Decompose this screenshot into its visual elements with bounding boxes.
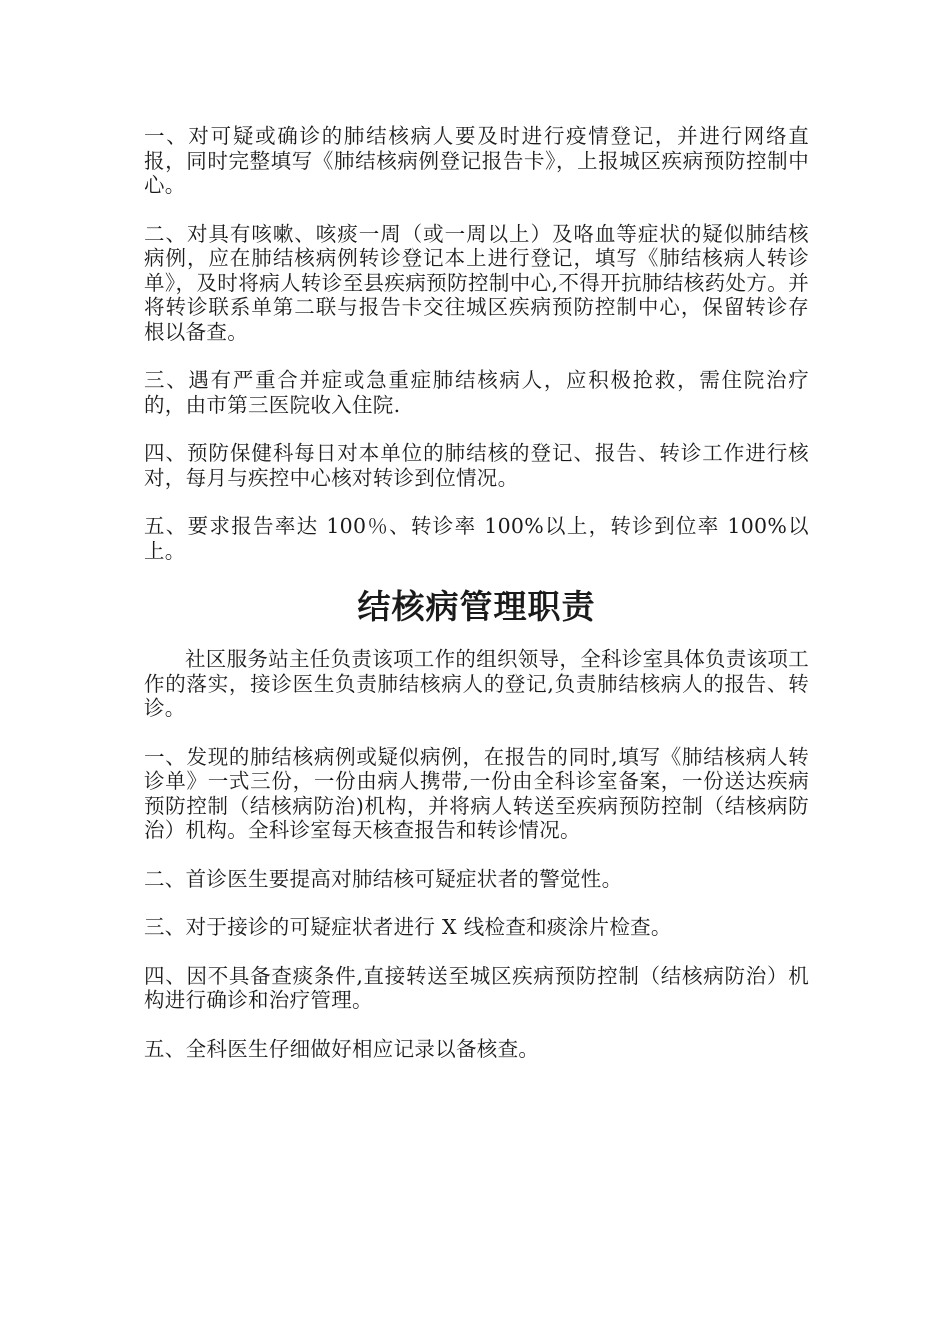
section1-item-2: 二、对具有咳嗽、咳痰一周（或一周以上）及咯血等症状的疑似肺结核病例，应在肺结核病例转诊登记本上进行登记，填写《肺结核病人转诊单》，及时将病人转诊至县疾病预防控制中心,不得开抗肺结核药处方。并将转诊联系单第二联与报告卡交往城区疾病预防控制中心，保留转诊存根以备查。 (144, 221, 809, 344)
section1-item-5: 五、要求报告率达 100％、转诊率 100%以上，转诊到位率 100%以上。 (144, 514, 809, 563)
section2-item-1: 一、发现的肺结核病例或疑似病例，在报告的同时,填写《肺结核病人转诊单》一式三份，一份由病人携带,一份由全科诊室备案，一份送达疾病预防控制（结核病防治)机构，并将病人转送至疾病预防控制（结核病防治）机构。全科诊室每天核查报告和转诊情况。 (144, 744, 809, 842)
section1-item-4: 四、预防保健科每日对本单位的肺结核的登记、报告、转诊工作进行核对，每月与疾控中心核对转诊到位情况。 (144, 441, 809, 490)
section2-title: 结核病管理职责 (357, 587, 596, 626)
section2-item-2: 二、首诊医生要提高对肺结核可疑症状者的警觉性。 (144, 866, 623, 891)
section2-item-5: 五、全科医生仔细做好相应记录以备核查。 (144, 1036, 540, 1061)
section2-item-4: 四、因不具备查痰条件,直接转送至城区疾病预防控制（结核病防治）机构进行确诊和治疗管理。 (144, 963, 809, 1012)
section1-item-1: 一、对可疑或确诊的肺结核病人要及时进行疫情登记，并进行网络直报，同时完整填写《肺结核病例登记报告卡》，上报城区疾病预防控制中心。 (144, 124, 809, 197)
section1-item-3: 三、遇有严重合并症或急重症肺结核病人，应积极抢救，需住院治疗的，由市第三医院收入住院. (144, 368, 809, 417)
section2-item-3: 三、对于接诊的可疑症状者进行 X 线检查和痰涂片检查。 (144, 915, 672, 939)
document-content (144, 124, 809, 1085)
section2-intro: 社区服务站主任负责该项工作的组织领导，全科诊室具体负责该项工作的落实，接诊医生负责肺结核病人的登记,负责肺结核病人的报告、转诊。 (144, 647, 809, 720)
